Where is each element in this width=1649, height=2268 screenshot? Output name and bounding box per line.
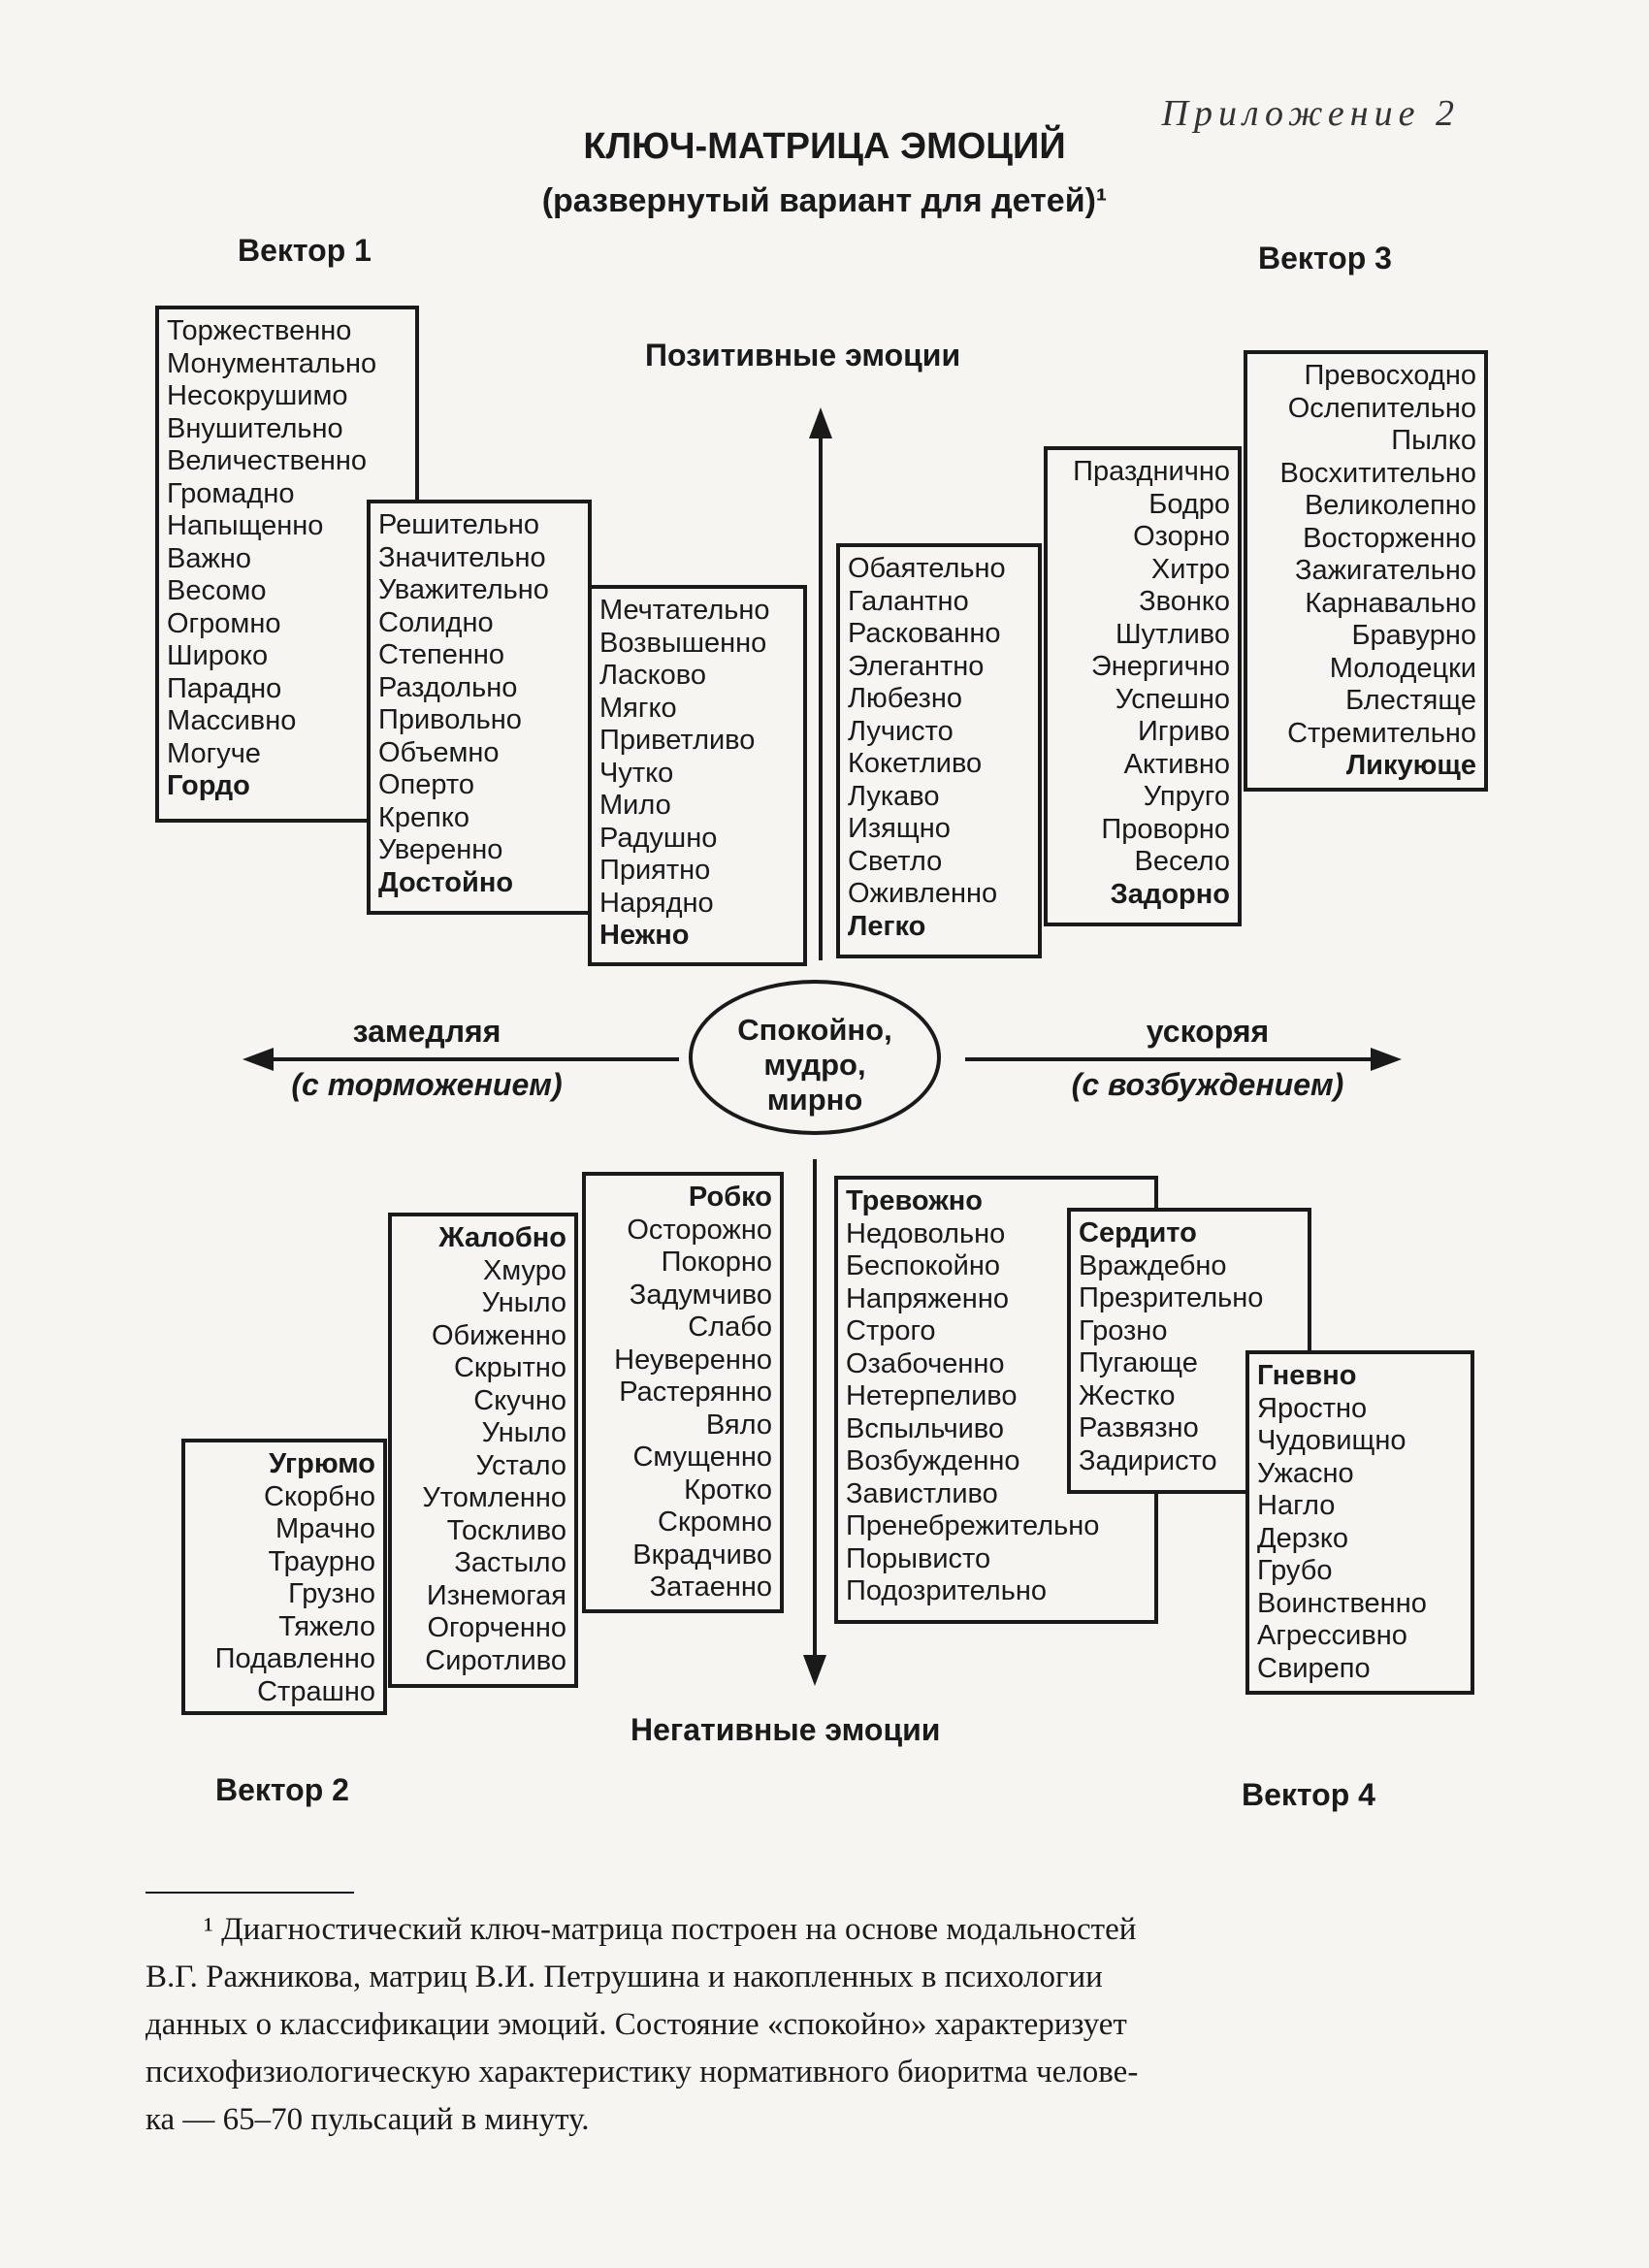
vector-2-box-c <box>582 1172 784 1613</box>
emotion-word: Лукаво <box>848 780 940 812</box>
emotion-word: Празднично <box>1073 456 1230 487</box>
emotion-word: Превосходно <box>1304 360 1476 391</box>
emotion-word: Парадно <box>167 672 282 704</box>
emotion-word: Достойно <box>378 866 514 898</box>
emotion-word: Раскованно <box>848 618 1001 649</box>
emotion-word: Враждебно <box>1079 1249 1227 1281</box>
emotion-word: Воинственно <box>1257 1587 1427 1619</box>
emotion-word: Вкрадчиво <box>632 1539 772 1571</box>
emotion-word: Зажигательно <box>1295 555 1476 586</box>
emotion-word: Оживленно <box>848 878 998 909</box>
slow-label: замедляя <box>352 1014 501 1049</box>
emotion-word: Монументально <box>167 347 377 379</box>
emotion-word: Изнемогая <box>426 1579 566 1611</box>
emotion-word: Строго <box>846 1315 936 1346</box>
emotion-word: Скучно <box>473 1384 566 1416</box>
emotion-word: Любезно <box>848 683 962 714</box>
emotion-word: Уныло <box>481 1287 566 1318</box>
center-line-1: Спокойно, <box>737 1013 892 1047</box>
vector-1-label: Вектор 1 <box>238 233 372 268</box>
emotion-word: Молодецки <box>1329 652 1476 684</box>
vector-1-box-c <box>588 585 807 966</box>
emotion-word: Стремительно <box>1287 717 1476 749</box>
emotion-word: Крепко <box>378 801 469 833</box>
footnote <box>146 1906 1445 2144</box>
emotion-word: Агрессивно <box>1257 1620 1407 1651</box>
emotion-word: Задорно <box>1110 878 1230 910</box>
right-arrowhead <box>1371 1048 1402 1071</box>
emotion-word: Нарядно <box>599 887 714 919</box>
emotion-word: Великолепно <box>1304 490 1476 521</box>
emotion-word: Кротко <box>684 1474 772 1506</box>
emotion-word: Беспокойно <box>846 1250 1000 1281</box>
emotion-word: Робко <box>688 1182 772 1213</box>
emotion-word: Мрачно <box>275 1513 375 1544</box>
fast-label: ускоряя <box>1146 1014 1270 1049</box>
emotion-word: Кокетливо <box>848 748 983 779</box>
emotion-word: Хитро <box>1150 553 1230 585</box>
emotion-word: Элегантно <box>848 650 985 682</box>
emotion-word: Угрюмо <box>269 1448 375 1479</box>
emotion-word: Жестко <box>1079 1379 1176 1411</box>
emotion-word: Затаенно <box>649 1571 772 1603</box>
footnote-line-1: ¹ Диагностический ключ-матрица построен на основе модальностей <box>204 1912 1137 1947</box>
emotion-word: Легко <box>848 910 926 942</box>
page-subtitle: (развернутый вариант для детей)¹ <box>541 182 1108 219</box>
emotion-word: Торжественно <box>167 315 352 346</box>
emotion-word: Раздольно <box>378 671 518 703</box>
emotion-word: Нагло <box>1257 1490 1336 1521</box>
emotion-word: Проворно <box>1101 813 1230 845</box>
emotion-word: Нетерпеливо <box>846 1380 1018 1411</box>
vector-2-box-a <box>181 1439 387 1715</box>
emotion-word: Сиротливо <box>425 1644 566 1676</box>
footnote-line-5: ка — 65–70 пульсаций в минуту. <box>146 2102 590 2137</box>
emotion-word: Уважительно <box>378 574 549 605</box>
emotion-word: Покорно <box>661 1247 772 1278</box>
vector-1-box-b <box>367 500 592 915</box>
emotion-word: Хмуро <box>482 1254 566 1286</box>
emotion-word: Изящно <box>848 813 951 844</box>
emotion-word: Ласково <box>599 660 707 691</box>
emotion-word: Оперто <box>378 769 474 800</box>
emotion-word: Мягко <box>599 692 677 724</box>
emotion-word: Свирепо <box>1257 1652 1371 1684</box>
emotion-word: Озабоченно <box>846 1347 1005 1379</box>
emotion-word: Недовольно <box>846 1217 1006 1249</box>
emotion-word: Радушно <box>599 822 718 854</box>
emotion-word: Несокрушимо <box>167 380 348 411</box>
emotion-word: Уныло <box>481 1417 566 1448</box>
emotion-word: Гневно <box>1257 1360 1357 1391</box>
emotion-word: Огромно <box>167 607 281 639</box>
footnote-line-2: В.Г. Ражникова, матриц В.И. Петрушина и накопленных в психологии <box>146 1960 1103 1994</box>
emotion-word: Пугающе <box>1079 1347 1198 1378</box>
calm-center-ellipse <box>689 980 941 1135</box>
emotion-word: Энергично <box>1090 651 1230 682</box>
emotion-word: Светло <box>848 845 943 877</box>
slow-direction-label <box>262 1014 592 1103</box>
emotion-word: Успешно <box>1115 683 1230 715</box>
emotion-word: Застыло <box>454 1547 566 1578</box>
emotion-word: Величественно <box>167 445 368 476</box>
page-title: КЛЮЧ-МАТРИЦА ЭМОЦИЙ <box>583 126 1066 167</box>
vector-4-box-c <box>1245 1350 1474 1695</box>
emotion-word: Привольно <box>378 704 522 735</box>
emotion-word: Приятно <box>599 855 711 886</box>
emotion-word: Скромно <box>658 1507 772 1538</box>
negative-emotions-label: Негативные эмоции <box>630 1712 941 1747</box>
emotion-word: Дерзко <box>1257 1522 1349 1554</box>
emotion-word: Блестяще <box>1345 685 1476 716</box>
appendix-label: Приложение 2 <box>1161 93 1460 134</box>
emotion-word: Бодро <box>1148 488 1230 520</box>
emotion-word: Гордо <box>167 770 250 801</box>
emotion-word: Возбужденно <box>846 1445 1020 1476</box>
slow-sub-label: (с торможением) <box>291 1067 563 1102</box>
emotion-word: Внушительно <box>167 412 343 444</box>
emotion-word: Завистливо <box>846 1477 998 1509</box>
emotion-word: Карнавально <box>1305 587 1476 619</box>
emotion-word: Чутко <box>599 757 674 789</box>
emotion-word: Важно <box>167 542 252 574</box>
emotion-word: Ослепительно <box>1287 392 1476 424</box>
emotion-word: Объемно <box>378 736 500 768</box>
vector-3-box-c <box>1244 350 1488 792</box>
emotion-word: Лучисто <box>848 715 954 747</box>
emotion-word: Весомо <box>167 575 267 606</box>
emotion-word: Восхитительно <box>1279 457 1476 489</box>
vector-3-box-b <box>1044 446 1242 926</box>
emotion-word: Галантно <box>848 585 969 617</box>
emotion-word: Растерянно <box>619 1377 772 1408</box>
emotion-word: Напыщенно <box>167 510 324 541</box>
emotion-word: Уверенно <box>378 834 503 865</box>
vector-2-label: Вектор 2 <box>215 1772 349 1807</box>
down-arrowhead <box>803 1655 826 1686</box>
emotion-word: Решительно <box>378 509 539 540</box>
emotion-word: Задиристо <box>1079 1444 1217 1476</box>
emotion-word: Тоскливо <box>446 1514 566 1546</box>
emotion-word: Презрительно <box>1079 1282 1264 1313</box>
emotion-word: Ужасно <box>1257 1457 1354 1489</box>
emotion-word: Подозрительно <box>846 1575 1047 1606</box>
emotion-word: Траурно <box>268 1545 375 1577</box>
emotion-word: Осторожно <box>627 1214 772 1246</box>
emotion-word: Нежно <box>599 920 690 951</box>
emotion-word: Слабо <box>688 1312 772 1343</box>
emotion-word: Вяло <box>705 1409 772 1441</box>
emotion-word: Могуче <box>167 737 261 769</box>
emotion-word: Пылко <box>1391 425 1476 456</box>
emotion-word: Звонко <box>1139 586 1230 617</box>
emotion-word: Скрытно <box>453 1352 566 1383</box>
emotion-word: Значительно <box>378 541 546 573</box>
emotion-word: Ликующе <box>1345 750 1476 781</box>
emotion-word: Утомленно <box>422 1482 566 1513</box>
emotion-word: Страшно <box>257 1675 375 1707</box>
emotion-word: Порывисто <box>846 1542 991 1574</box>
emotion-word: Восторженно <box>1303 522 1476 554</box>
emotion-word: Мечтательно <box>599 595 770 626</box>
fast-direction-label <box>1043 1014 1373 1103</box>
fast-sub-label: (с возбуждением) <box>1071 1067 1344 1102</box>
footnote-line-3: данных о классификации эмоций. Состояние «спокойно» характеризует <box>146 2007 1127 2042</box>
up-arrowhead <box>809 407 832 438</box>
vector-3-box-a <box>836 543 1042 958</box>
emotion-word: Возвышенно <box>599 627 767 659</box>
emotion-word: Обаятельно <box>848 553 1006 584</box>
emotion-word: Смущенно <box>632 1442 772 1473</box>
footnote-line-4: психофизиологическую характеристику нормативного биоритма челове- <box>146 2055 1139 2090</box>
emotion-word: Сердито <box>1079 1217 1197 1248</box>
emotion-word: Тяжело <box>278 1610 375 1642</box>
emotion-word: Подавленно <box>214 1643 375 1674</box>
emotion-word: Жалобно <box>438 1222 566 1253</box>
emotion-word: Игриво <box>1138 716 1230 747</box>
emotion-word: Грозно <box>1079 1314 1168 1346</box>
emotion-word: Озорно <box>1133 521 1230 552</box>
emotion-word: Устало <box>475 1449 566 1481</box>
footnote-divider <box>146 1892 354 1894</box>
emotion-word: Пренебрежительно <box>846 1510 1100 1541</box>
emotion-word: Активно <box>1123 748 1230 780</box>
emotion-word: Бравурно <box>1351 620 1476 651</box>
emotion-word: Огорченно <box>427 1612 566 1643</box>
vector-2-box-b <box>388 1213 578 1688</box>
emotion-word: Развязно <box>1079 1412 1199 1443</box>
vector-4-label: Вектор 4 <box>1242 1777 1375 1812</box>
center-line-3: мирно <box>766 1083 863 1117</box>
emotion-word: Степенно <box>378 639 505 670</box>
emotion-word: Тревожно <box>846 1185 984 1216</box>
emotion-word: Массивно <box>167 705 297 736</box>
emotion-word: Громадно <box>167 477 295 509</box>
vector-3-label: Вектор 3 <box>1258 241 1392 275</box>
emotion-word: Упруго <box>1143 781 1230 812</box>
emotion-word: Мило <box>599 790 671 821</box>
emotion-word: Солидно <box>378 606 494 638</box>
emotion-word: Шутливо <box>1115 618 1230 650</box>
positive-emotions-label: Позитивные эмоции <box>645 338 961 373</box>
emotion-word: Широко <box>167 640 269 671</box>
emotion-word: Чудовищно <box>1257 1425 1406 1456</box>
emotion-word: Грубо <box>1257 1555 1333 1586</box>
center-line-2: мудро, <box>763 1048 866 1082</box>
emotion-word: Задумчиво <box>629 1279 772 1311</box>
emotion-word: Весело <box>1134 846 1230 877</box>
emotion-word: Грузно <box>288 1578 375 1609</box>
emotion-word: Неуверенно <box>614 1344 772 1376</box>
emotion-word: Обиженно <box>431 1319 566 1351</box>
emotion-word: Вспыльчиво <box>846 1412 1004 1444</box>
emotion-word: Яростно <box>1257 1392 1368 1424</box>
emotion-word: Напряженно <box>846 1282 1009 1314</box>
emotion-word: Скорбно <box>264 1480 375 1512</box>
emotion-word: Приветливо <box>599 725 756 756</box>
